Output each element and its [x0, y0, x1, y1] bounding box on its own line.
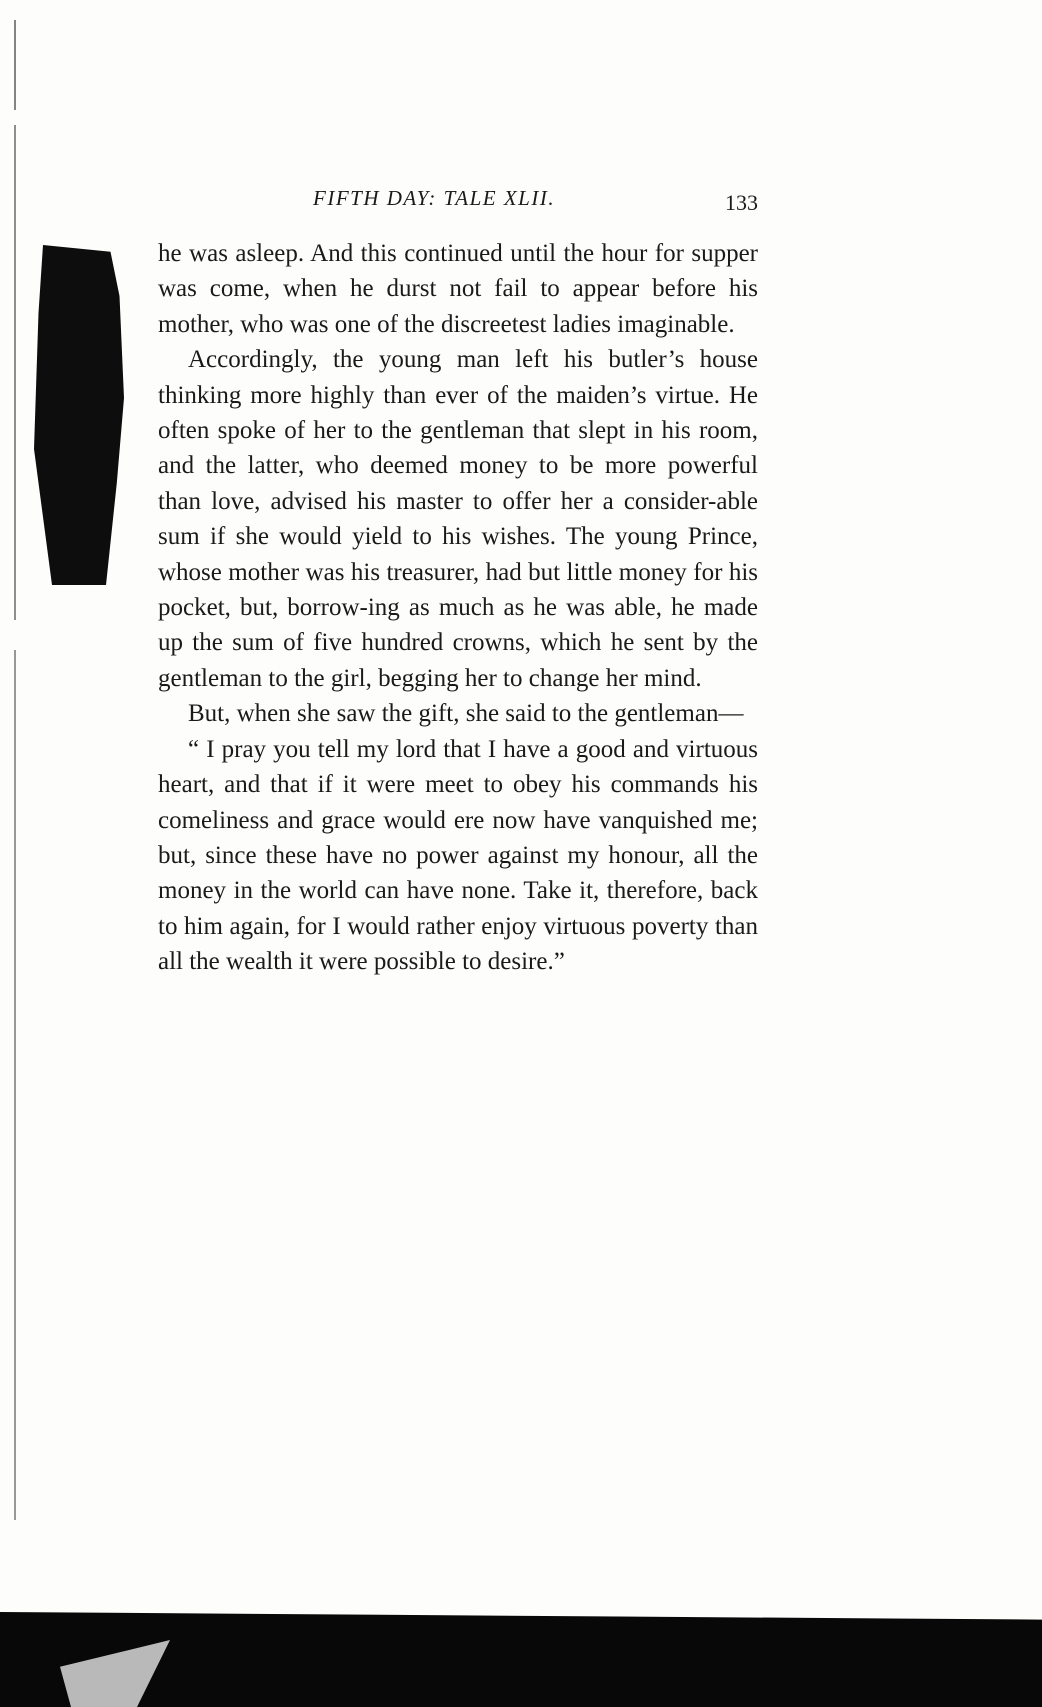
paragraph: Accordingly, the young man left his butler’s house thinking more highly than ever of the maiden’s virtue. He often spoke of her to the gentleman that slept in his room, and the latter, who deemed money to be more powerful than love, advised his master to offer her a consider-able sum if she would yield to his wishes. The young Prince, whose mother was his treasurer, had but little money for his pocket, but, borrow-ing as much as he was able, he made up the sum of five hundred crowns, which he sent by the gentleman to the girl, begging her to change her mind.: [158, 346, 758, 692]
paragraph: But, when she saw the gift, she said to the gentleman—: [188, 700, 744, 728]
body-text: [158, 236, 758, 980]
quoted-paragraph: “ I pray you tell my lord that I have a good and virtuous heart, and that if it were meet to obey his commands his comeliness and grace would ere now have vanquished me; but, since these have no power against my honour, all the money in the world can have none. Take it, therefore, back to him again, for I would rather enjoy virtuous poverty than all the wealth it were possible to desire.”: [158, 735, 758, 976]
binding-shadow: [34, 245, 124, 585]
paragraph-continuation: he was asleep. And this continued until the hour for supper was come, when he durst not fail to appear before his mother, who was one of the discreetest ladies imaginable.: [158, 240, 758, 338]
running-head: FIFTH DAY: TALE XLII.: [313, 186, 556, 210]
page-header: [158, 186, 758, 222]
scan-edge-line: [14, 20, 16, 1520]
page-number: 133: [725, 190, 758, 215]
